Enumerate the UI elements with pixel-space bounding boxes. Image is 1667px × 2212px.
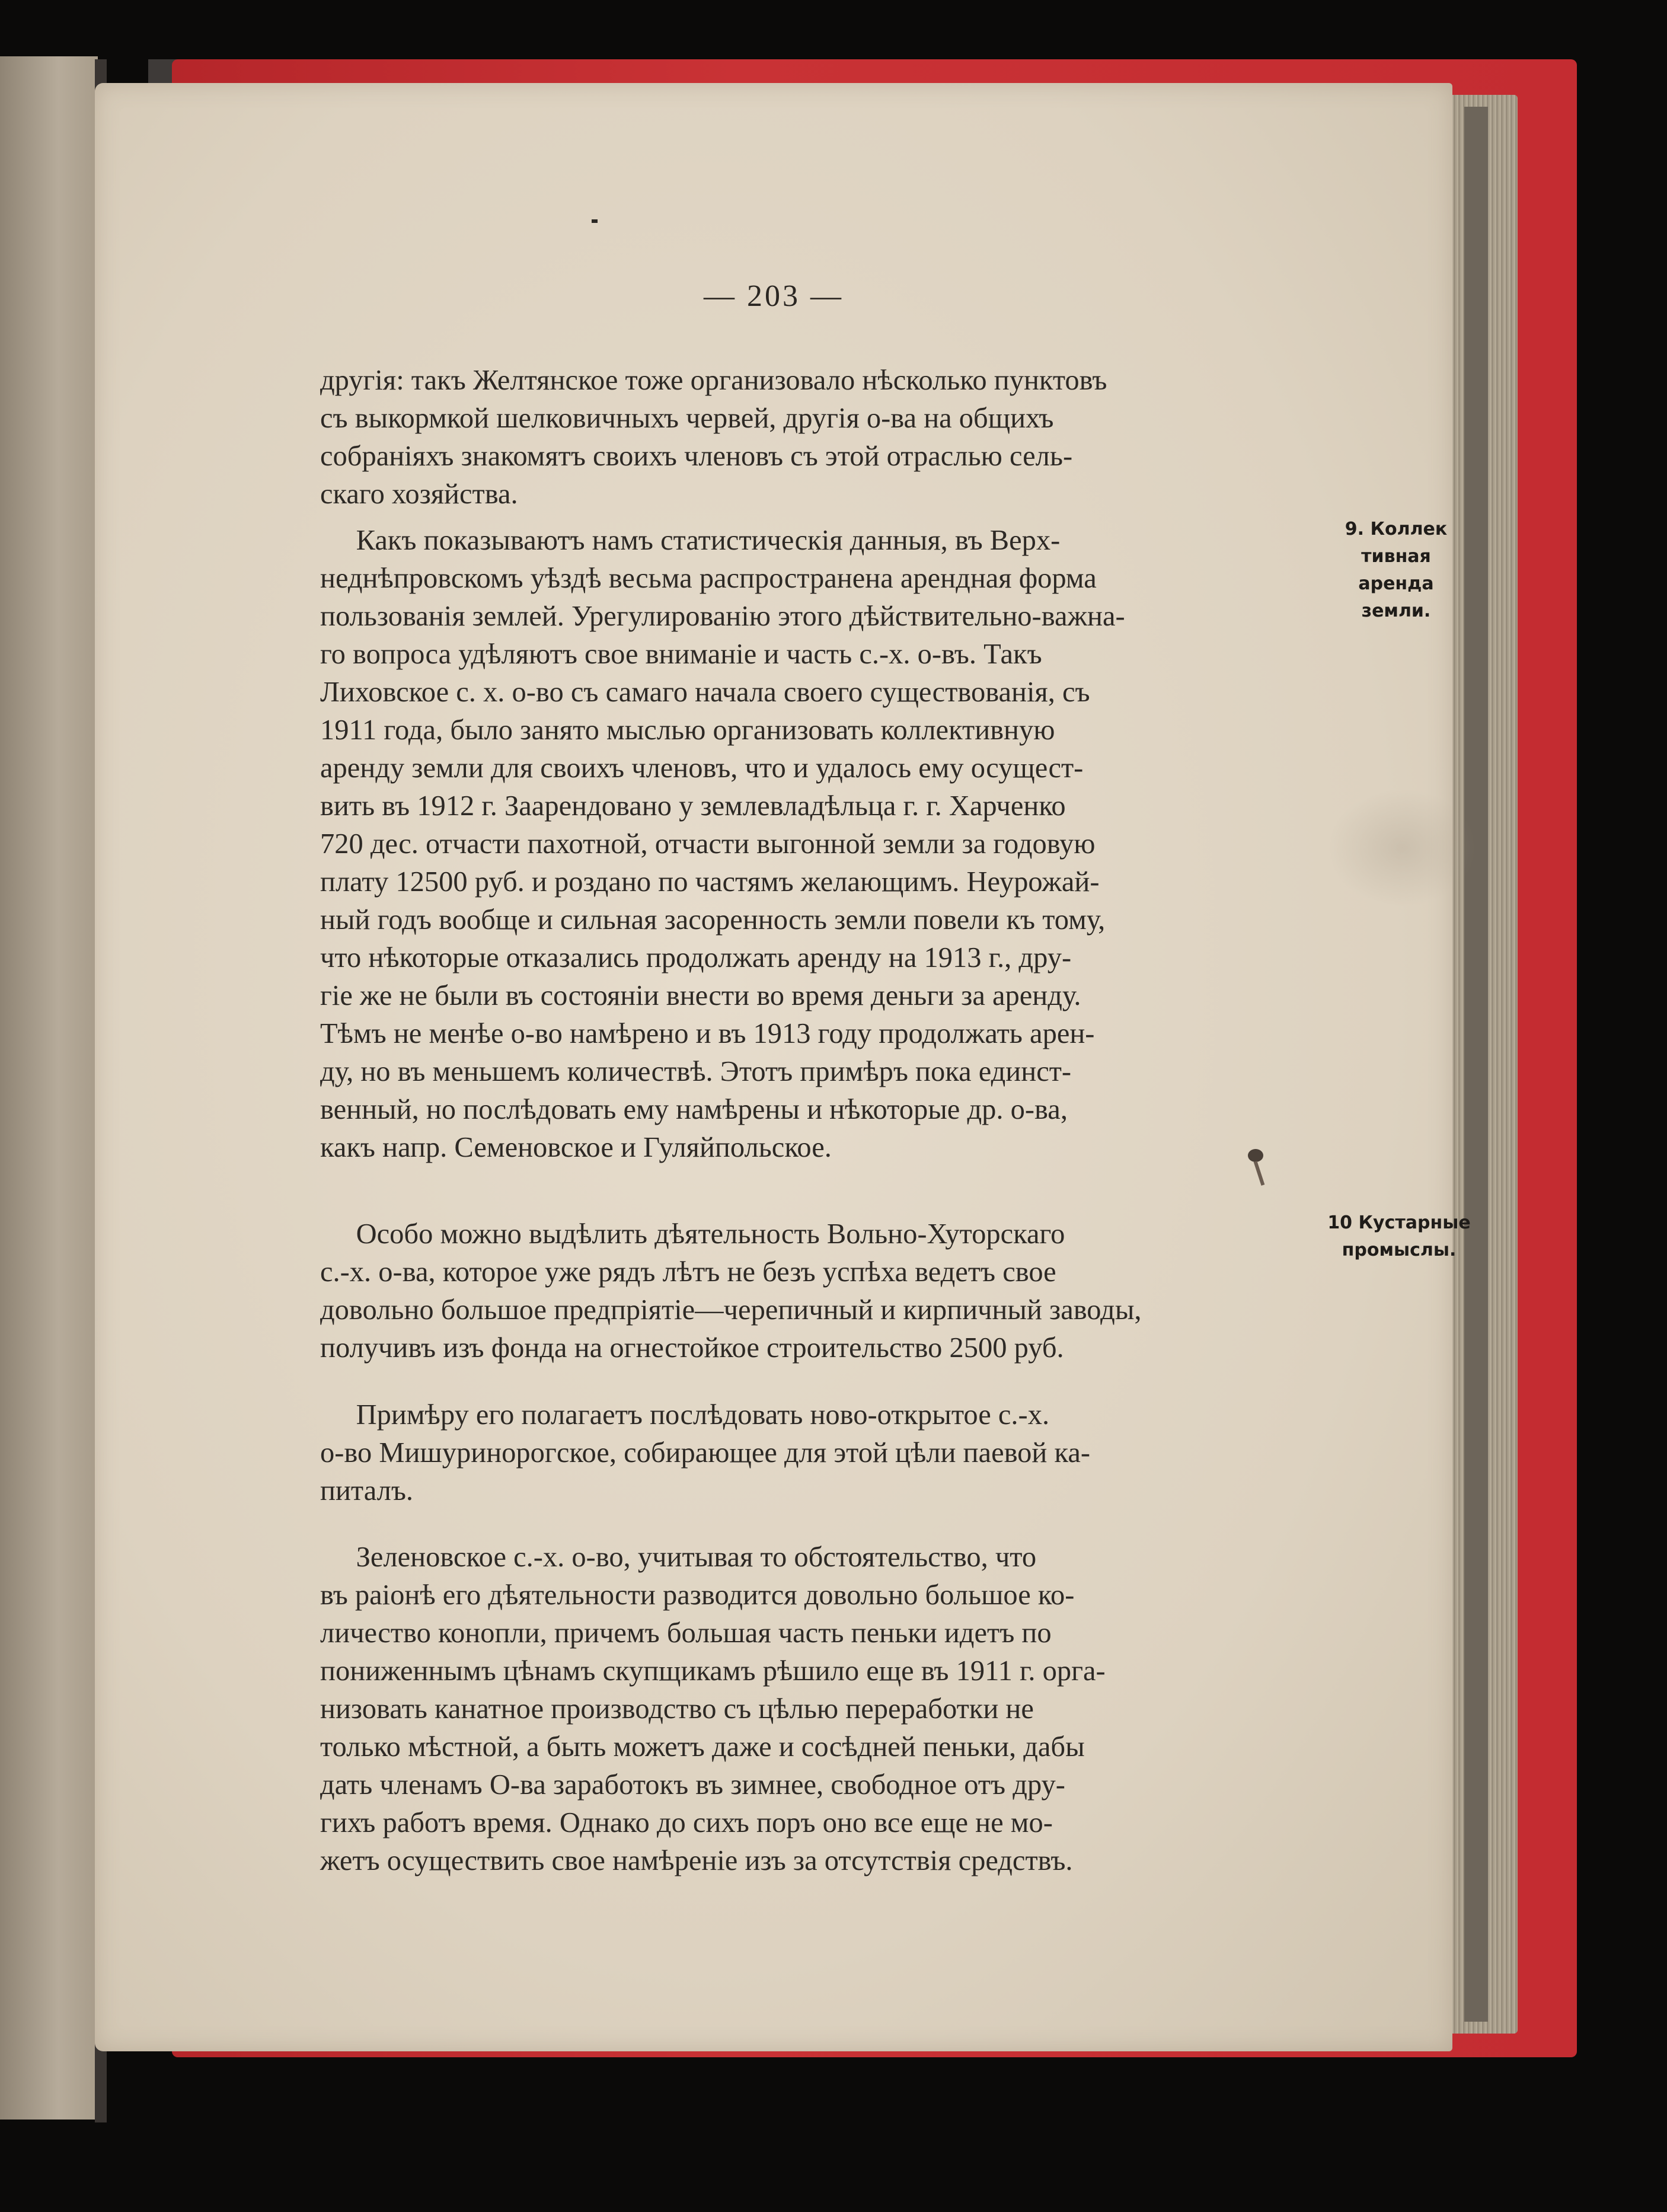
paragraph-4 <box>320 1396 1090 1510</box>
text-line: гіе же не были въ состояніи внести во время деньги за аренду. <box>320 980 1081 1011</box>
margin-note-line: земли. <box>1361 601 1431 621</box>
text-line: аренду земли для своихъ членовъ, что и удалось ему осущест- <box>320 752 1084 784</box>
text-line: неднѣпровскомъ уѣздѣ весьма распространена арендная форма <box>320 563 1097 594</box>
text-line: въ раіонѣ его дѣятельности разводится довольно большое ко- <box>320 1579 1075 1611</box>
text-line: пониженнымъ цѣнамъ скупщикамъ рѣшило еще въ 1911 г. орга- <box>320 1655 1106 1687</box>
text-line: личество конопли, причемъ большая часть пеньки идетъ по <box>320 1617 1052 1649</box>
ink-smudge <box>1248 1149 1263 1162</box>
text-line: низовать канатное производство съ цѣлью переработки не <box>320 1693 1034 1725</box>
text-line: питалъ. <box>320 1475 414 1506</box>
text-line: дать членамъ О-ва заработокъ въ зимнее, свободное отъ дру- <box>320 1769 1065 1801</box>
margin-note-line: аренда <box>1358 573 1434 594</box>
page-number: — 203 — <box>704 279 844 313</box>
text-line: только мѣстной, а быть можетъ даже и сосѣдней пеньки, дабы <box>320 1731 1085 1763</box>
margin-note-line: 9. Коллек <box>1345 519 1448 540</box>
paragraph-3 <box>320 1215 1142 1367</box>
ink-mark <box>592 219 598 223</box>
text-line: го вопроса удѣляютъ свое вниманіе и часть с.-х. о-въ. Такъ <box>320 639 1042 670</box>
text-line: скаго хозяйства. <box>320 478 518 510</box>
paragraph-1 <box>320 362 1107 513</box>
text-line: какъ напр. Семеновское и Гуляйпольское. <box>320 1132 832 1163</box>
text-line: ный годъ вообще и сильная засоренность земли повели къ тому, <box>320 904 1106 936</box>
text-line: с.-х. о-ва, которое уже рядъ лѣтъ не безъ успѣха ведетъ свое <box>320 1256 1056 1288</box>
text-line: Особо можно выдѣлить дѣятельность Вольно-Хуторскаго <box>320 1218 1065 1250</box>
text-line: 1911 года, было занято мыслью организовать коллективную <box>320 714 1055 746</box>
text-line: довольно большое предпріятіе—черепичный и кирпичный заводы, <box>320 1294 1142 1326</box>
text-line: Тѣмъ не менѣе о-во намѣрено и въ 1913 году продолжать арен- <box>320 1018 1095 1049</box>
left-facing-page <box>0 56 98 2120</box>
book-page <box>95 83 1471 2051</box>
text-line: Примѣру его полагаетъ послѣдовать ново-открытое с.-х. <box>320 1399 1050 1431</box>
text-line: Какъ показываютъ намъ статистическія данныя, въ Верх- <box>320 525 1061 556</box>
text-line: гихъ работъ время. Однако до сихъ поръ оно все еще не мо- <box>320 1807 1053 1838</box>
page-block-shadow <box>1464 107 1488 2022</box>
text-line: 720 дес. отчасти пахотной, отчасти выгонной земли за годовую <box>320 828 1096 860</box>
margin-note-line: 10 Кустарные <box>1327 1212 1471 1233</box>
text-line: жетъ осуществить свое намѣреніе изъ за отсутствія средствъ. <box>320 1845 1073 1876</box>
text-line: другія: такъ Желтянское тоже организовало нѣсколько пунктовъ <box>320 365 1107 396</box>
margin-note-crafts <box>1310 1209 1488 1264</box>
paragraph-5 <box>320 1538 1106 1880</box>
text-line: Зеленовское с.-х. о-во, учитывая то обстоятельство, что <box>320 1541 1037 1573</box>
margin-note-collective-lease <box>1325 516 1467 625</box>
margin-note-line: тивная <box>1361 546 1431 567</box>
text-line: вить въ 1912 г. Заарендовано у землевладѣльца г. г. Харченко <box>320 790 1066 822</box>
bleed-through-stain <box>1328 789 1476 907</box>
text-line: Лиховское с. х. о-во съ самаго начала своего существованія, съ <box>320 676 1090 708</box>
margin-note-line: промыслы. <box>1342 1240 1457 1260</box>
text-line: собраніяхъ знакомятъ своихъ членовъ съ этой отраслью сель- <box>320 441 1073 472</box>
text-line: венный, но послѣдовать ему намѣрены и нѣкоторые др. о-ва, <box>320 1094 1068 1125</box>
text-line: пользованія землей. Урегулированію этого дѣйствительно-важна- <box>320 601 1125 632</box>
text-line: плату 12500 руб. и роздано по частямъ желающимъ. Неурожай- <box>320 866 1100 898</box>
text-line: ду, но въ меньшемъ количествѣ. Этотъ примѣръ пока единст- <box>320 1056 1072 1087</box>
text-line: что нѣкоторые отказались продолжать аренду на 1913 г., дру- <box>320 942 1072 973</box>
text-line: о-во Мишуринорогское, собирающее для этой цѣли паевой ка- <box>320 1437 1091 1469</box>
text-line: съ выкормкой шелковичныхъ червей, другія о-ва на общихъ <box>320 403 1054 434</box>
paragraph-2 <box>320 522 1125 1167</box>
ink-smudge-tail <box>1254 1161 1265 1186</box>
text-line: получивъ изъ фонда на огнестойкое строительство 2500 руб. <box>320 1332 1064 1364</box>
